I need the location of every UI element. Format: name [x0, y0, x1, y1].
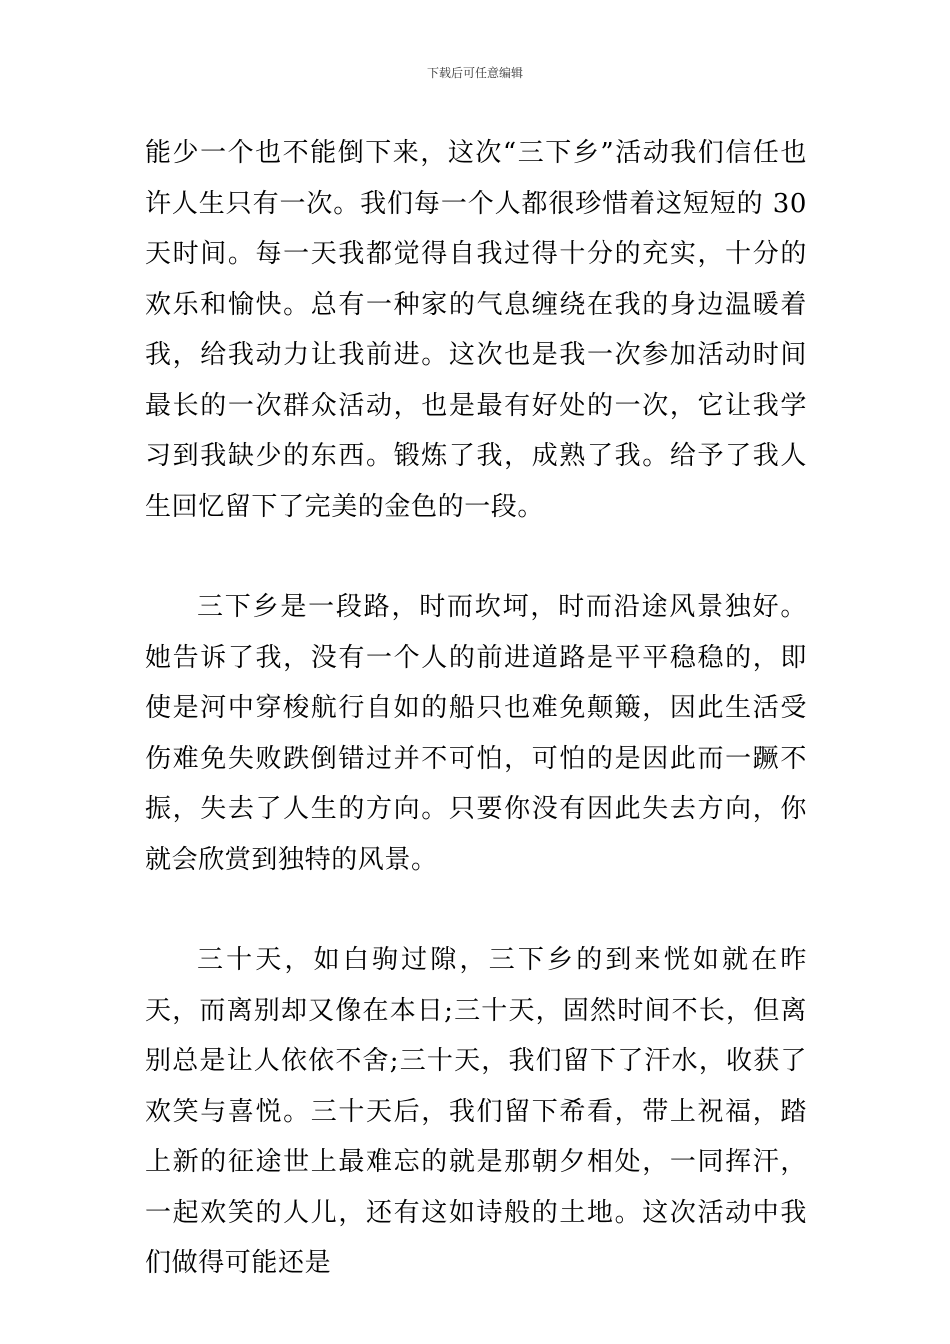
- paragraph-3: 三十天，如白驹过隙，三下乡的到来恍如就在昨天，而离别却又像在本日;三十天，固然时间不长，但离别总是让人依依不舍;三十天，我们留下了汗水，收获了欢笑与喜悦。三十天后，我们留下希看，带上祝福，踏上新的征途世上最难忘的就是那朝夕相处，一同挥汗，一起欢笑的人儿，还有这如诗般的土地。这次活动中我们做得可能还是: [145, 945, 807, 1278]
- paragraph-1: 能少一个也不能倒下来，这次“三下乡”活动我们信任也许人生只有一次。我们每一个人都很珍惜着这短短的 30 天时间。每一天我都觉得自我过得十分的充实，十分的欢乐和愉快。总有一种家的气息缠绕在我的身边温暖着我，给我动力让我前进。这次也是我一次参加活动时间最长的一次群众活动，也是最有好处的一次，它让我学习到我缺少的东西。锻炼了我，成熟了我。给予了我人生回忆留下了完美的金色的一段。: [145, 138, 807, 522]
- paragraph-2: 三下乡是一段路，时而坎坷，时而沿途风景独好。她告诉了我，没有一个人的前进道路是平平稳稳的，即使是河中穿梭航行自如的船只也难免颠簸，因此生活受伤难免失败跌倒错过并不可怕，可怕的是因此而一蹶不振，失去了人生的方向。只要你没有因此失去方向，你就会欣赏到独特的风景。: [145, 592, 807, 875]
- page-header: 下载后可任意编辑: [426, 66, 523, 80]
- document-body: [145, 128, 807, 1289]
